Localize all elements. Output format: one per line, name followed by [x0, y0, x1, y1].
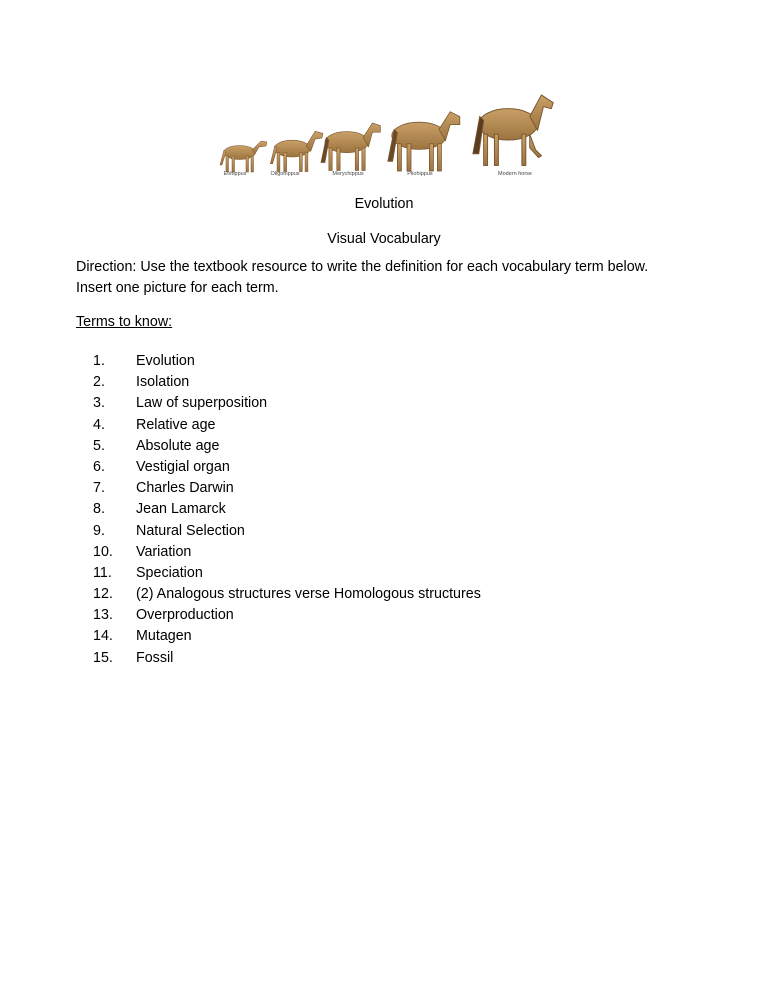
pliohippus-icon — [388, 112, 460, 171]
term-label: (2) Analogous structures verse Homologous structures — [136, 586, 481, 603]
list-number: 14. — [93, 628, 113, 645]
page-title: Evolution — [354, 196, 414, 212]
list-number: 2. — [93, 374, 105, 391]
term-label: Variation — [136, 543, 192, 560]
list-number: 5. — [93, 437, 105, 454]
term-label: Law of superposition — [136, 395, 268, 412]
caption-modern-horse: Modern horse — [498, 171, 532, 177]
merychippus-icon — [321, 123, 380, 171]
list-number: 1. — [93, 353, 105, 369]
caption-eohippus: Eohippus — [223, 171, 247, 177]
list-number: 4. — [93, 416, 105, 433]
modern-horse-icon — [473, 95, 553, 166]
list-number: 10. — [93, 543, 113, 560]
list-number: 12. — [93, 586, 113, 603]
term-label: Natural Selection — [136, 522, 245, 539]
term-label: Relative age — [136, 416, 216, 433]
term-label: Mutagen — [136, 628, 192, 645]
term-label: Charles Darwin — [136, 480, 234, 497]
horse-evolution-figure — [205, 85, 565, 185]
term-label: Speciation — [136, 564, 203, 581]
list-number: 6. — [93, 458, 105, 475]
list-number: 3. — [93, 395, 105, 412]
list-number: 8. — [93, 501, 105, 518]
direction-line-2: Insert one picture for each term. — [76, 280, 279, 296]
list-number: 11. — [93, 564, 112, 581]
direction-line-1: Direction: Use the textbook resource to write the definition for each vocabulary term below. — [76, 259, 649, 275]
horse-evolution-illustration — [205, 85, 565, 185]
terms-heading: Terms to know: — [76, 314, 173, 330]
caption-pliohippus: Pliohippus — [407, 171, 433, 177]
list-number: 13. — [93, 607, 113, 624]
term-label: Absolute age — [136, 437, 220, 454]
term-label: Isolation — [136, 374, 190, 391]
term-label: Overproduction — [136, 607, 234, 624]
page-subtitle: Visual Vocabulary — [327, 231, 441, 247]
eohippus-icon — [220, 141, 267, 172]
list-number: 15. — [93, 649, 113, 666]
term-label: Fossil — [136, 649, 174, 666]
caption-merychippus: Merychippus — [332, 171, 364, 177]
term-label: Evolution — [136, 353, 195, 369]
list-number: 9. — [93, 522, 105, 539]
caption-oligohippus: Oligohippus — [270, 171, 300, 177]
term-label: Vestigial organ — [136, 458, 230, 475]
term-label: Jean Lamarck — [136, 501, 226, 518]
list-number: 7. — [93, 480, 105, 497]
oligohippus-icon — [270, 131, 323, 171]
